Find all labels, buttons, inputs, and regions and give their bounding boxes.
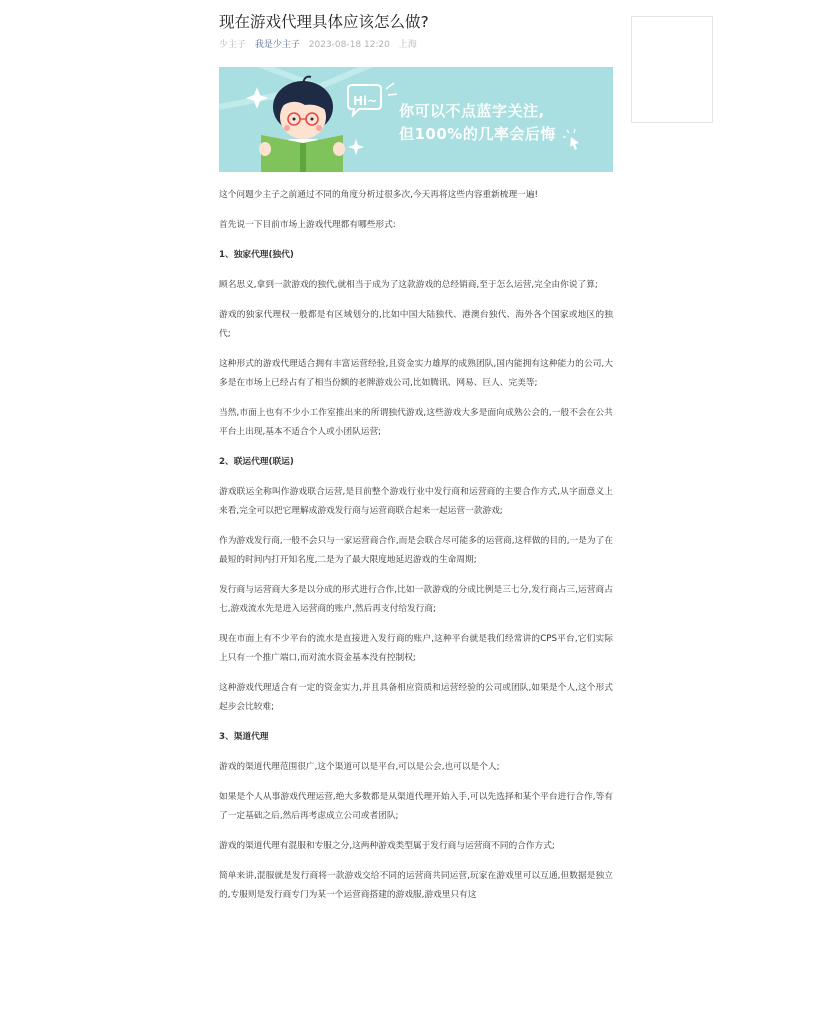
paragraph: 当然,市面上也有不少小工作室推出来的所谓独代游戏,这些游戏大多是面向成熟公会的,一般不会在公共平台上出现,基本不适合个人或小团队运营; xyxy=(219,408,613,437)
paragraph: 这种形式的游戏代理适合拥有丰富运营经验,且资金实力雄厚的成熟团队,国内能拥有这种能力的公司,大多是在市场上已经占有了相当份额的老牌游戏公司,比如腾讯、网易、巨人、完美等; xyxy=(219,359,613,388)
paragraph: 首先说一下目前市场上游戏代理都有哪些形式: xyxy=(219,220,396,230)
section-heading: 1、独家代理(独代) xyxy=(219,250,294,260)
paragraph: 现在市面上有不少平台的流水是直接进入发行商的账户,这种平台就是我们经常讲的CPS平台,它们实际上只有一个推广端口,而对流水资金基本没有控制权; xyxy=(219,634,613,663)
account-link[interactable]: 我是少主子 xyxy=(254,40,300,50)
section-heading: 2、联运代理(联运) xyxy=(219,457,294,467)
publish-datetime: 2023-08-18 12:20 xyxy=(308,40,390,50)
article xyxy=(219,0,613,916)
article-meta xyxy=(219,39,613,51)
paragraph: 作为游戏发行商,一般不会只与一家运营商合作,而是会联合尽可能多的运营商,这样做的目的,一是为了在最短的时间内打开知名度,二是为了最大限度地延迟游戏的生命周期; xyxy=(219,536,613,565)
paragraph: 发行商与运营商大多是以分成的形式进行合作,比如一款游戏的分成比例是三七分,发行商占三,运营商占七,游戏流水先是进入运营商的账户,然后再支付给发行商; xyxy=(219,585,613,614)
publish-location: 上海 xyxy=(398,40,417,50)
hi-label: Hi~ xyxy=(353,94,378,108)
paragraph: 这种游戏代理适合有一定的资金实力,并且具备相应资质和运营经验的公司或团队,如果是个人,这个形式起步会比较难; xyxy=(219,683,613,712)
paragraph: 游戏的渠道代理范围很广,这个渠道可以是平台,可以是公会,也可以是个人; xyxy=(219,762,500,772)
banner-slogan-line2: 但100%的几率会后悔 xyxy=(399,125,556,143)
article-title: 现在游戏代理具体应该怎么做? xyxy=(219,13,429,31)
paragraph: 游戏联运全称叫作游戏联合运营,是目前整个游戏行业中发行商和运营商的主要合作方式,从字面意义上来看,完全可以把它理解成游戏发行商与运营商联合起来一起运营一款游戏; xyxy=(219,487,613,516)
paragraph: 游戏的独家代理权一般都是有区域划分的,比如中国大陆独代、港澳台独代、海外各个国家或地区的独代; xyxy=(219,310,613,339)
sparkle-icon xyxy=(246,87,268,109)
author-name: 少主子 xyxy=(219,40,247,50)
article-body xyxy=(219,186,613,905)
paragraph: 如果是个人从事游戏代理运营,绝大多数都是从渠道代理开始入手,可以先选择和某个平台进行合作,等有了一定基础之后,然后再考虑成立公司或者团队; xyxy=(219,792,613,821)
section-heading: 3、渠道代理 xyxy=(219,732,269,742)
follow-banner[interactable] xyxy=(219,67,613,172)
paragraph: 游戏的渠道代理有混服和专服之分,这两种游戏类型属于发行商与运营商不同的合作方式; xyxy=(219,841,555,851)
qr-code-card xyxy=(631,16,713,123)
banner-slogan-line1: 你可以不点蓝字关注, xyxy=(399,102,545,120)
paragraph: 简单来讲,混服就是发行商将一款游戏交给不同的运营商共同运营,玩家在游戏里可以互通,但数据是独立的,专服则是发行商专门为某一个运营商搭建的游戏服,游戏里只有这 xyxy=(219,871,613,900)
cursor-icon xyxy=(570,137,579,150)
paragraph: 这个问题少主子之前通过不同的角度分析过很多次,今天再将这些内容重新梳理一遍! xyxy=(219,190,538,200)
paragraph: 顾名思义,拿到一款游戏的独代,就相当于成为了这款游戏的总经销商,至于怎么运营,完全由你说了算; xyxy=(219,280,598,290)
